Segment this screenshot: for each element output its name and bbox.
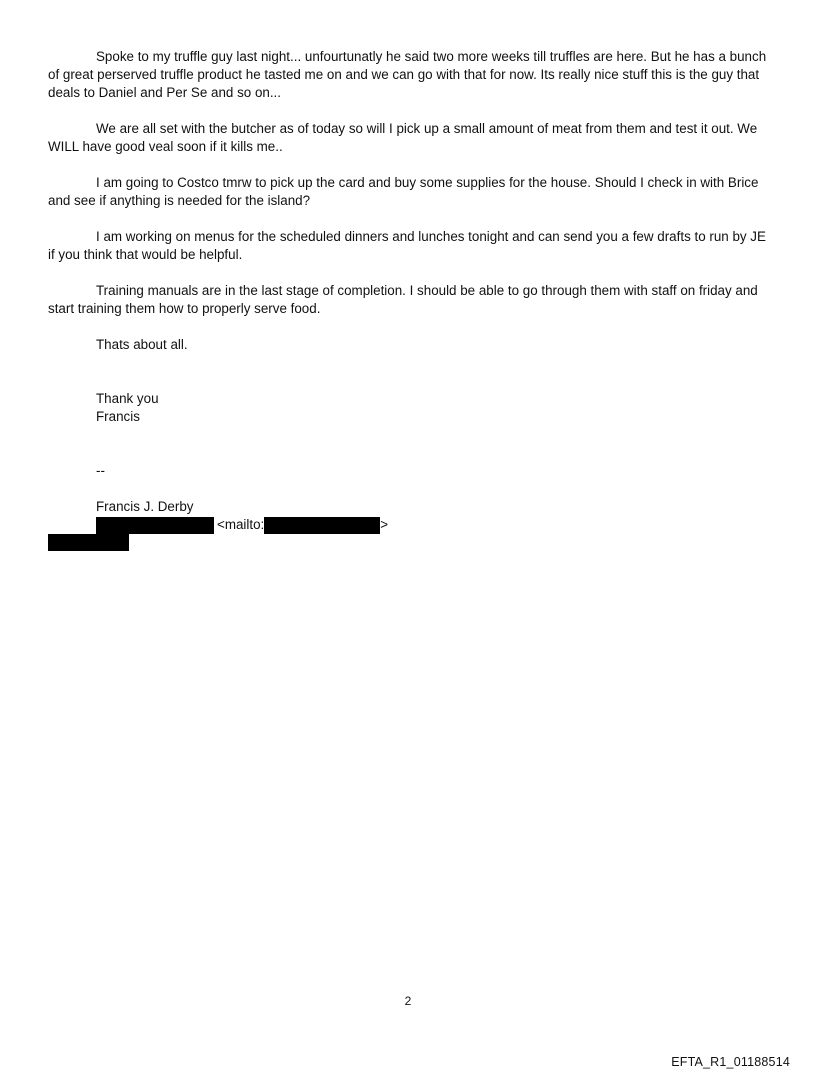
closing-line: Thats about all. [96, 337, 188, 352]
paragraph-truffles: Spoke to my truffle guy last night... unfourtunatly he said two more weeks till truffles are here. But he has a bunch of great perserved truffle product he tasted me on and we can go with that for now. Its really nice stuff this is the guy that deals to Daniel and Per Se and so on... [48, 49, 767, 100]
bates-number: EFTA_R1_01188514 [671, 1055, 790, 1069]
mailto-suffix: > [380, 517, 389, 532]
redaction-block [96, 517, 214, 534]
redaction-block [264, 517, 380, 534]
signature-separator: -- [96, 463, 105, 478]
signoff-name: Francis [96, 409, 140, 424]
signature-extra-line [0, 534, 772, 552]
signature-email-line [48, 516, 772, 534]
signature-name: Francis J. Derby [96, 499, 194, 514]
mailto-prefix: <mailto: [217, 517, 265, 532]
signoff: Thank you [96, 391, 159, 406]
spacer [48, 354, 772, 390]
page-number: 2 [404, 994, 412, 1008]
paragraph-training: Training manuals are in the last stage of completion. I should be able to go through them with staff on friday and start training them how to properly serve food. [48, 283, 758, 316]
spacer [48, 426, 772, 462]
paragraph-costco: I am going to Costco tmrw to pick up the card and buy some supplies for the house. Should I check in with Brice and see if anything is needed for the island? [48, 175, 759, 208]
redaction-block [48, 534, 129, 551]
email-body [48, 48, 772, 552]
paragraph-butcher: We are all set with the butcher as of today so will I pick up a small amount of meat from them and test it out. We WILL have good veal soon if it kills me.. [48, 121, 758, 154]
spacer [48, 480, 772, 498]
paragraph-menus: I am working on menus for the scheduled dinners and lunches tonight and can send you a few drafts to run by JE if you think that would be helpful. [48, 229, 766, 262]
